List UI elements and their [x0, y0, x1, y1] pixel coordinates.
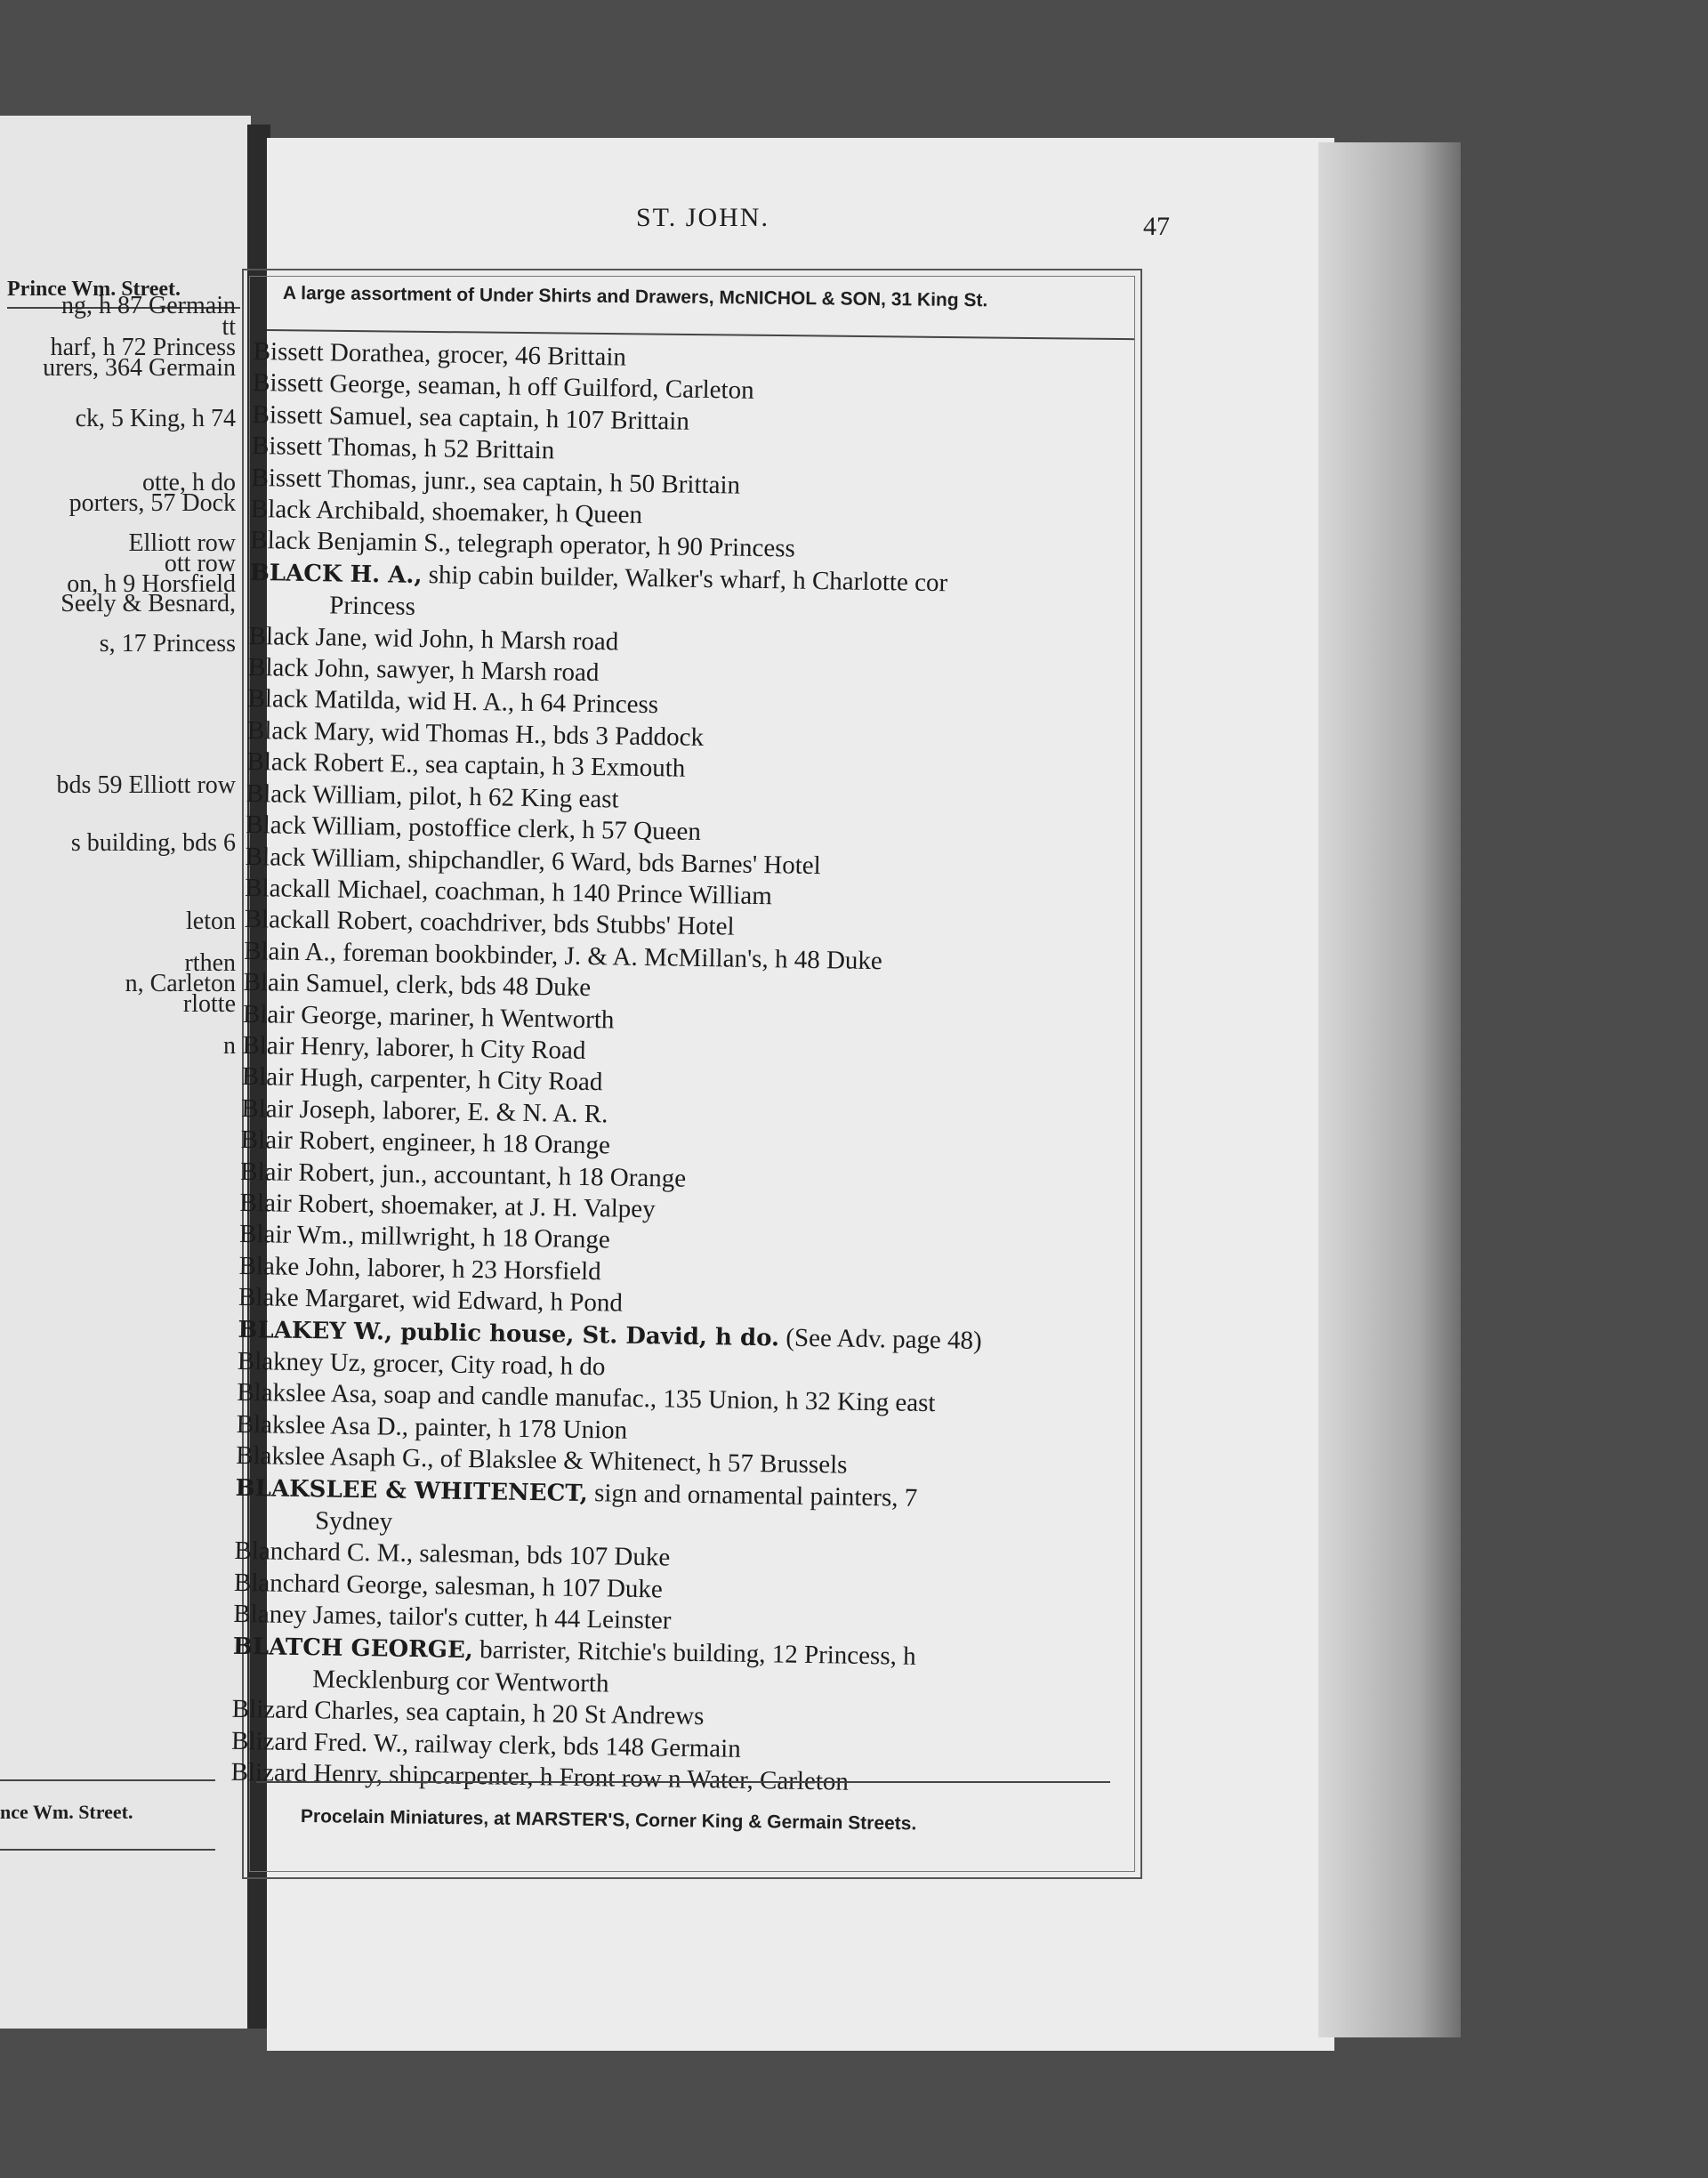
left-line: urers, 364 Germain [43, 354, 236, 382]
entry-text: Blain Samuel, clerk, bds 48 Duke [243, 968, 592, 1003]
entry-text: Blanchard C. M., salesman, bds 107 Duke [234, 1537, 671, 1572]
entry-bold-name: BLAKEY W., public house, St. David, h do. [238, 1316, 780, 1352]
entry-text: Blain A., foreman bookbinder, J. & A. McMillan's, h 48 Duke [243, 936, 883, 975]
entry-text: Blair Joseph, laborer, E. & N. A. R. [241, 1093, 608, 1129]
bottom-rule [256, 1781, 1110, 1783]
entry-text: Blair Wm., millwright, h 18 Orange [238, 1220, 611, 1254]
entry-text: Black Jane, wid John, h Marsh road [248, 621, 619, 657]
left-line: bds 59 Elliott row [56, 771, 236, 799]
page-title: ST. JOHN. [636, 203, 769, 232]
entry-text: Sydney [314, 1506, 393, 1537]
entry-text: Blair Robert, engineer, h 18 Orange [240, 1125, 611, 1160]
entry-text: Black Mary, wid Thomas H., bds 3 Paddock [246, 715, 705, 752]
left-line: s building, bds 6 [70, 829, 236, 857]
entry-text: Princess [329, 591, 416, 622]
entry-text: Black Archibald, shoemaker, h Queen [250, 495, 643, 529]
left-line: n [223, 1032, 236, 1060]
entry-text: Blizard Charles, sea captain, h 20 St Andrews [231, 1695, 705, 1731]
left-line: leton [186, 908, 236, 935]
page-number: 47 [1143, 212, 1170, 241]
entry-bold-name: BLATCH GEORGE, [232, 1633, 474, 1664]
left-line: s, 17 Princess [99, 630, 236, 657]
entry-text: Black John, sawyer, h Marsh road [247, 653, 600, 688]
directory-entries [230, 336, 1143, 1803]
left-running-head: Prince Wm. Street. [7, 278, 240, 309]
entry-text: Blair George, mariner, h Wentworth [242, 999, 615, 1034]
entry-text: Bissett Samuel, sea captain, h 107 Brittain [252, 399, 690, 436]
left-line: porters, 57 Dock [68, 489, 236, 517]
entry-bold-name: BLAKSLEE & WHITENECT, [235, 1474, 589, 1507]
entry-text: ship cabin builder, Walker's wharf, h Charlotte cor [422, 560, 948, 598]
left-line: ck, 5 King, h 74 [75, 405, 236, 432]
entry-text: Black Matilda, wid H. A., h 64 Princess [247, 684, 659, 720]
entry-text: Black William, pilot, h 62 King east [246, 778, 619, 814]
left-line: n, Carleton [125, 970, 236, 997]
entry-text: Blakslee Asa D., painter, h 178 Union [236, 1409, 628, 1445]
entry-text: Black William, shipchandler, 6 Ward, bds Barnes' Hotel [245, 842, 822, 880]
left-footer-rule [0, 1849, 215, 1851]
entry-text: Bissett Dorathea, grocer, 46 Brittain [253, 336, 627, 372]
bottom-advertisement: Procelain Miniatures, at MARSTER'S, Corner King & Germain Streets. [300, 1806, 917, 1835]
entry-text: Blackall Robert, coachdriver, bds Stubbs' Hotel [244, 905, 735, 941]
left-line: Seely & Besnard, [60, 590, 236, 617]
top-advertisement: A large assortment of Under Shirts and Drawers, McNICHOL & SON, 31 King St. [282, 283, 988, 311]
entry-text: Blakslee Asa, soap and candle manufac., 135 Union, h 32 King east [237, 1378, 936, 1418]
entry-text: Black Robert E., sea captain, h 3 Exmouth [246, 747, 686, 783]
left-line: tt [222, 313, 236, 341]
entry-text: Bissett George, seaman, h off Guilford, Carleton [252, 368, 754, 406]
left-line: on, h 9 Horsfield [67, 570, 236, 598]
entry-text: Bissett Thomas, h 52 Brittain [251, 432, 555, 465]
entry-text: Bissett Thomas, junr., sea captain, h 50 Brittain [251, 463, 741, 500]
entry-text: Black Benjamin S., telegraph operator, h 90 Princess [250, 526, 796, 564]
left-page [0, 116, 251, 2029]
entry-text: Blanchard George, salesman, h 107 Duke [233, 1568, 664, 1604]
entry-text: Blackall Michael, coachman, h 140 Prince William [245, 873, 773, 911]
entry-text: Blakney Uz, grocer, City road, h do [237, 1346, 606, 1382]
entry-text: Blizard Fred. W., railway clerk, bds 148 Germain [230, 1726, 741, 1763]
entry-text: Blair Robert, jun., accountant, h 18 Orange [240, 1157, 687, 1193]
page-edges [1318, 142, 1461, 2037]
entry-text: Mecklenburg cor Wentworth [312, 1665, 609, 1698]
left-line: rthen [184, 949, 236, 977]
left-footer: nce Wm. Street. [0, 1779, 215, 1824]
entry-text: Blake Margaret, wid Edward, h Pond [238, 1283, 624, 1318]
left-line: Elliott row [128, 529, 236, 557]
entry-text: Blaney James, tailor's cutter, h 44 Leinster [233, 1600, 672, 1635]
left-line: rlotte [182, 990, 236, 1018]
entry-text: Black William, postoffice clerk, h 57 Queen [246, 811, 702, 847]
left-line: ott row [164, 550, 236, 577]
left-line: otte, h do [142, 469, 236, 496]
entry-text: Blair Hugh, carpenter, h City Road [241, 1062, 603, 1097]
entry-text: Blakslee Asaph G., of Blakslee & Whitenect, h 57 Brussels [235, 1441, 848, 1480]
entry-text: Blake John, laborer, h 23 Horsfield [238, 1251, 601, 1287]
left-line: harf, h 72 Princess [50, 334, 236, 361]
entry-bold-name: BLACK H. A., [249, 559, 423, 589]
entry-text: sign and ornamental painters, 7 [587, 1478, 918, 1512]
left-line: ng, h 87 Germain [61, 292, 236, 319]
entry-text: barrister, Ritchie's building, 12 Princess, h [472, 1634, 916, 1671]
entry-text: Blizard Henry, shipcarpenter, h Front row n Water, Carleton [230, 1758, 850, 1796]
entry-text: Blair Henry, laborer, h City Road [242, 1030, 586, 1065]
entry-text: Blair Robert, shoemaker, at J. H. Valpey [239, 1188, 656, 1224]
entry-text: (See Adv. page 48) [778, 1323, 982, 1355]
